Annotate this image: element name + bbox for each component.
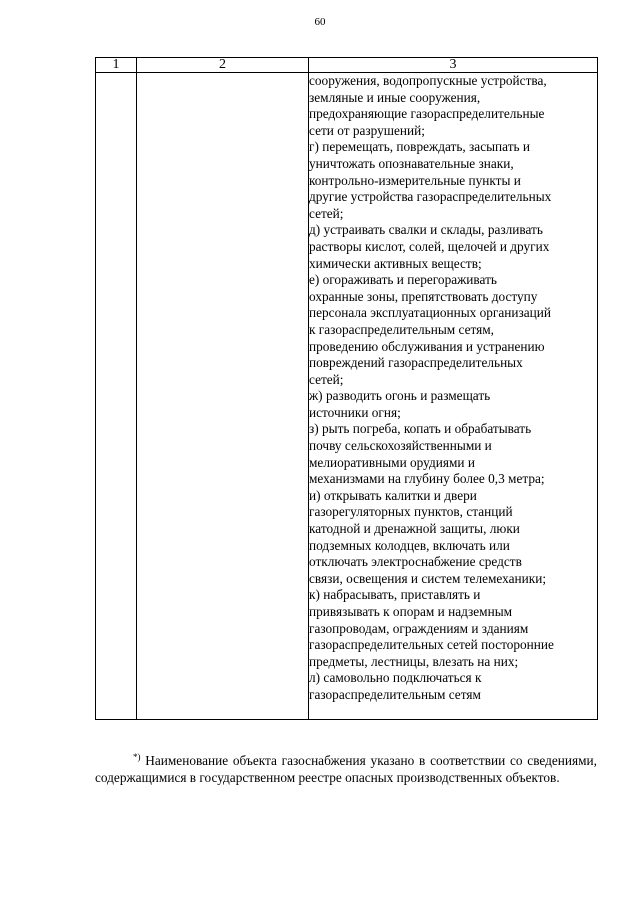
text-line: механизмами на глубину более 0,3 метра; [309, 471, 545, 487]
text-line: повреждений газораспределительных [309, 355, 523, 371]
table-header-row [96, 58, 598, 73]
text-line: мелиоративными орудиями и [309, 454, 475, 470]
text-line: отключать электроснабжение средств [309, 554, 522, 570]
footnote-marker: *) [133, 752, 141, 762]
text-line: другие устройства газораспределительных [309, 189, 552, 205]
text-line: з) рыть погреба, копать и обрабатывать [309, 421, 532, 437]
text-line: контрольно-измерительные пункты и [309, 172, 521, 188]
text-line: газораспределительным сетям [309, 686, 481, 702]
text-line: персонала эксплуатационных организаций [309, 305, 552, 321]
column-header-3: 3 [309, 58, 598, 73]
text-line: к газораспределительным сетям, [309, 321, 494, 337]
text-line: связи, освещения и систем телемеханики; [309, 570, 547, 586]
text-line: охранные зоны, препятствовать доступу [309, 288, 538, 304]
text-line: проведению обслуживания и устранению [309, 338, 545, 354]
text-line: сетей; [309, 205, 344, 221]
text-line: к) набрасывать, приставлять и [309, 587, 481, 603]
table-cell-col3 [309, 73, 598, 720]
text-line: предохраняющие газораспределительные [309, 106, 545, 122]
text-line: земляные и иные сооружения, [309, 89, 481, 105]
text-line: газораспределительных сетей посторонние [309, 637, 554, 653]
table-row [96, 73, 598, 720]
text-line: предметы, лестницы, влезать на них; [309, 653, 519, 669]
text-line: л) самовольно подключаться к [309, 670, 482, 686]
document-table [95, 57, 598, 720]
text-line: газорегуляторных пунктов, станций [309, 504, 513, 520]
page-number: 60 [314, 16, 326, 28]
table-cell-col2 [137, 73, 309, 720]
text-line: подземных колодцев, включать или [309, 537, 510, 553]
text-line: сетей; [309, 371, 344, 387]
text-line: химически активных веществ; [309, 255, 482, 271]
footnote-text: Наименование объекта газоснабжения указано в соответствии со сведениями, содержащимися в государственном реестре опасных производственных объектов. [95, 753, 597, 785]
text-line: д) устраивать свалки и склады, разливать [309, 222, 543, 238]
text-line: растворы кислот, солей, щелочей и других [309, 238, 550, 254]
text-line: привязывать к опорам и надземным [309, 604, 513, 619]
column-header-1: 1 [96, 58, 137, 73]
text-line: газопроводам, ограждениям и зданиям [309, 620, 529, 636]
text-line: сети от разрушений; [309, 122, 425, 138]
column-header-2: 2 [137, 58, 309, 73]
text-line: почву сельскохозяйственными и [309, 438, 492, 454]
text-line: и) открывать калитки и двери [309, 487, 477, 503]
footnote [95, 752, 597, 786]
text-line: сооружения, водопропускные устройства, [309, 73, 547, 88]
table-cell-col1 [96, 73, 137, 720]
text-line: источники огня; [309, 404, 401, 420]
text-line: ж) разводить огонь и размещать [309, 388, 491, 404]
footnote-paragraph [95, 752, 597, 786]
text-line: е) огораживать и перегораживать [309, 272, 497, 288]
text-line: г) перемещать, повреждать, засыпать и [309, 139, 531, 155]
text-line: катодной и дренажной защиты, люки [309, 521, 520, 537]
text-line: уничтожать опознавательные знаки, [309, 155, 514, 171]
